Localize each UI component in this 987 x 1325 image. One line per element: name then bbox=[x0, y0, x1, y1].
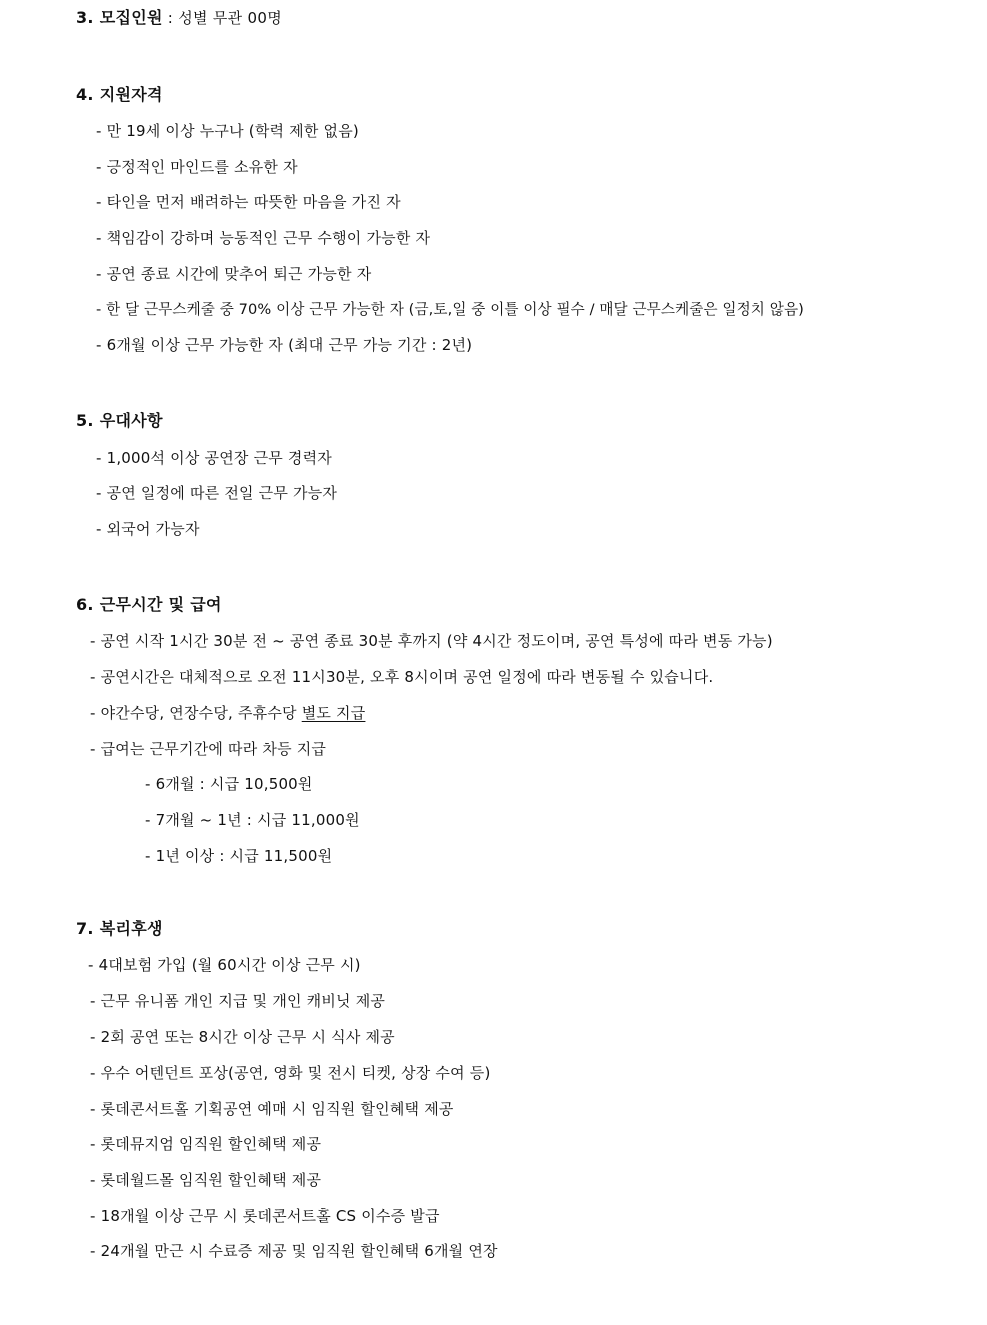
section-6-heading bbox=[76, 595, 222, 615]
section-7-item: - 4대보험 가입 (월 60시간 이상 근무 시) bbox=[88, 956, 361, 974]
section-6-title: 근무시간 및 급여 bbox=[99, 595, 222, 614]
section-6-item: - 공연시간은 대체적으로 오전 11시30분, 오후 8시이며 공연 일정에 따라 변동될 수 있습니다. bbox=[90, 668, 714, 686]
section-5-number: 5. bbox=[76, 411, 94, 430]
section-7-item: - 롯데콘서트홀 기획공연 예매 시 임직원 할인혜택 제공 bbox=[90, 1100, 454, 1118]
separate-pay-text: 별도 지급 bbox=[301, 704, 366, 722]
section-7-item: - 24개월 만근 시 수료증 제공 및 임직원 할인혜택 6개월 연장 bbox=[90, 1242, 498, 1260]
section-3-title: 모집인원 bbox=[99, 8, 163, 27]
section-5-item: - 외국어 가능자 bbox=[96, 520, 200, 538]
section-4-item: - 공연 종료 시간에 맞추어 퇴근 가능한 자 bbox=[96, 265, 372, 283]
section-4-item: - 6개월 이상 근무 가능한 자 (최대 근무 가능 기간 : 2년) bbox=[96, 336, 473, 354]
section-6-number: 6. bbox=[76, 595, 94, 614]
section-7-title: 복리후생 bbox=[99, 919, 163, 938]
pay-level-item: - 1년 이상 : 시급 11,500원 bbox=[145, 847, 333, 865]
section-3-heading bbox=[76, 8, 282, 28]
section-7-item: - 우수 어텐던트 포상(공연, 영화 및 전시 티켓, 상장 수여 등) bbox=[90, 1064, 491, 1082]
section-4-item: - 긍정적인 마인드를 소유한 자 bbox=[96, 158, 298, 176]
section-4-item: - 책임감이 강하며 능동적인 근무 수행이 가능한 자 bbox=[96, 229, 431, 247]
pay-level-item: - 6개월 : 시급 10,500원 bbox=[145, 775, 313, 793]
section-7-heading bbox=[76, 919, 163, 939]
section-6-item: - 급여는 근무기간에 따라 차등 지급 bbox=[90, 740, 327, 758]
section-4-item: - 한 달 근무스케줄 중 70% 이상 근무 가능한 자 (금,토,일 중 이틀 이상 필수 / 매달 근무스케줄은 일정치 않음) bbox=[96, 301, 804, 318]
section-6-item-allowance bbox=[90, 703, 365, 723]
section-4-title: 지원자격 bbox=[99, 85, 163, 104]
section-6-item: - 공연 시작 1시간 30분 전 ~ 공연 종료 30분 후까지 (약 4시간 정도이며, 공연 특성에 따라 변동 가능) bbox=[90, 632, 773, 650]
section-5-heading bbox=[76, 411, 163, 431]
allowance-text: - 야간수당, 연장수당, 주휴수당 bbox=[90, 704, 302, 722]
section-5-title: 우대사항 bbox=[99, 411, 163, 430]
section-4-number: 4. bbox=[76, 85, 94, 104]
section-3-number: 3. bbox=[76, 8, 94, 27]
pay-level-item: - 7개월 ~ 1년 : 시급 11,000원 bbox=[145, 811, 360, 829]
section-3-detail: : 성별 무관 00명 bbox=[162, 9, 282, 27]
section-7-item: - 근무 유니폼 개인 지급 및 개인 캐비닛 제공 bbox=[90, 992, 386, 1010]
section-4-heading bbox=[76, 85, 163, 105]
section-7-item: - 롯데월드몰 임직원 할인혜택 제공 bbox=[90, 1171, 322, 1189]
section-7-number: 7. bbox=[76, 919, 94, 938]
section-4-item: - 타인을 먼저 배려하는 따뜻한 마음을 가진 자 bbox=[96, 193, 401, 211]
section-7-item: - 롯데뮤지엄 임직원 할인혜택 제공 bbox=[90, 1135, 322, 1153]
section-5-item: - 1,000석 이상 공연장 근무 경력자 bbox=[96, 449, 332, 467]
section-7-item: - 18개월 이상 근무 시 롯데콘서트홀 CS 이수증 발급 bbox=[90, 1207, 440, 1225]
section-5-item: - 공연 일정에 따른 전일 근무 가능자 bbox=[96, 484, 338, 502]
section-7-item: - 2회 공연 또는 8시간 이상 근무 시 식사 제공 bbox=[90, 1028, 395, 1046]
section-4-item: - 만 19세 이상 누구나 (학력 제한 없음) bbox=[96, 122, 359, 140]
